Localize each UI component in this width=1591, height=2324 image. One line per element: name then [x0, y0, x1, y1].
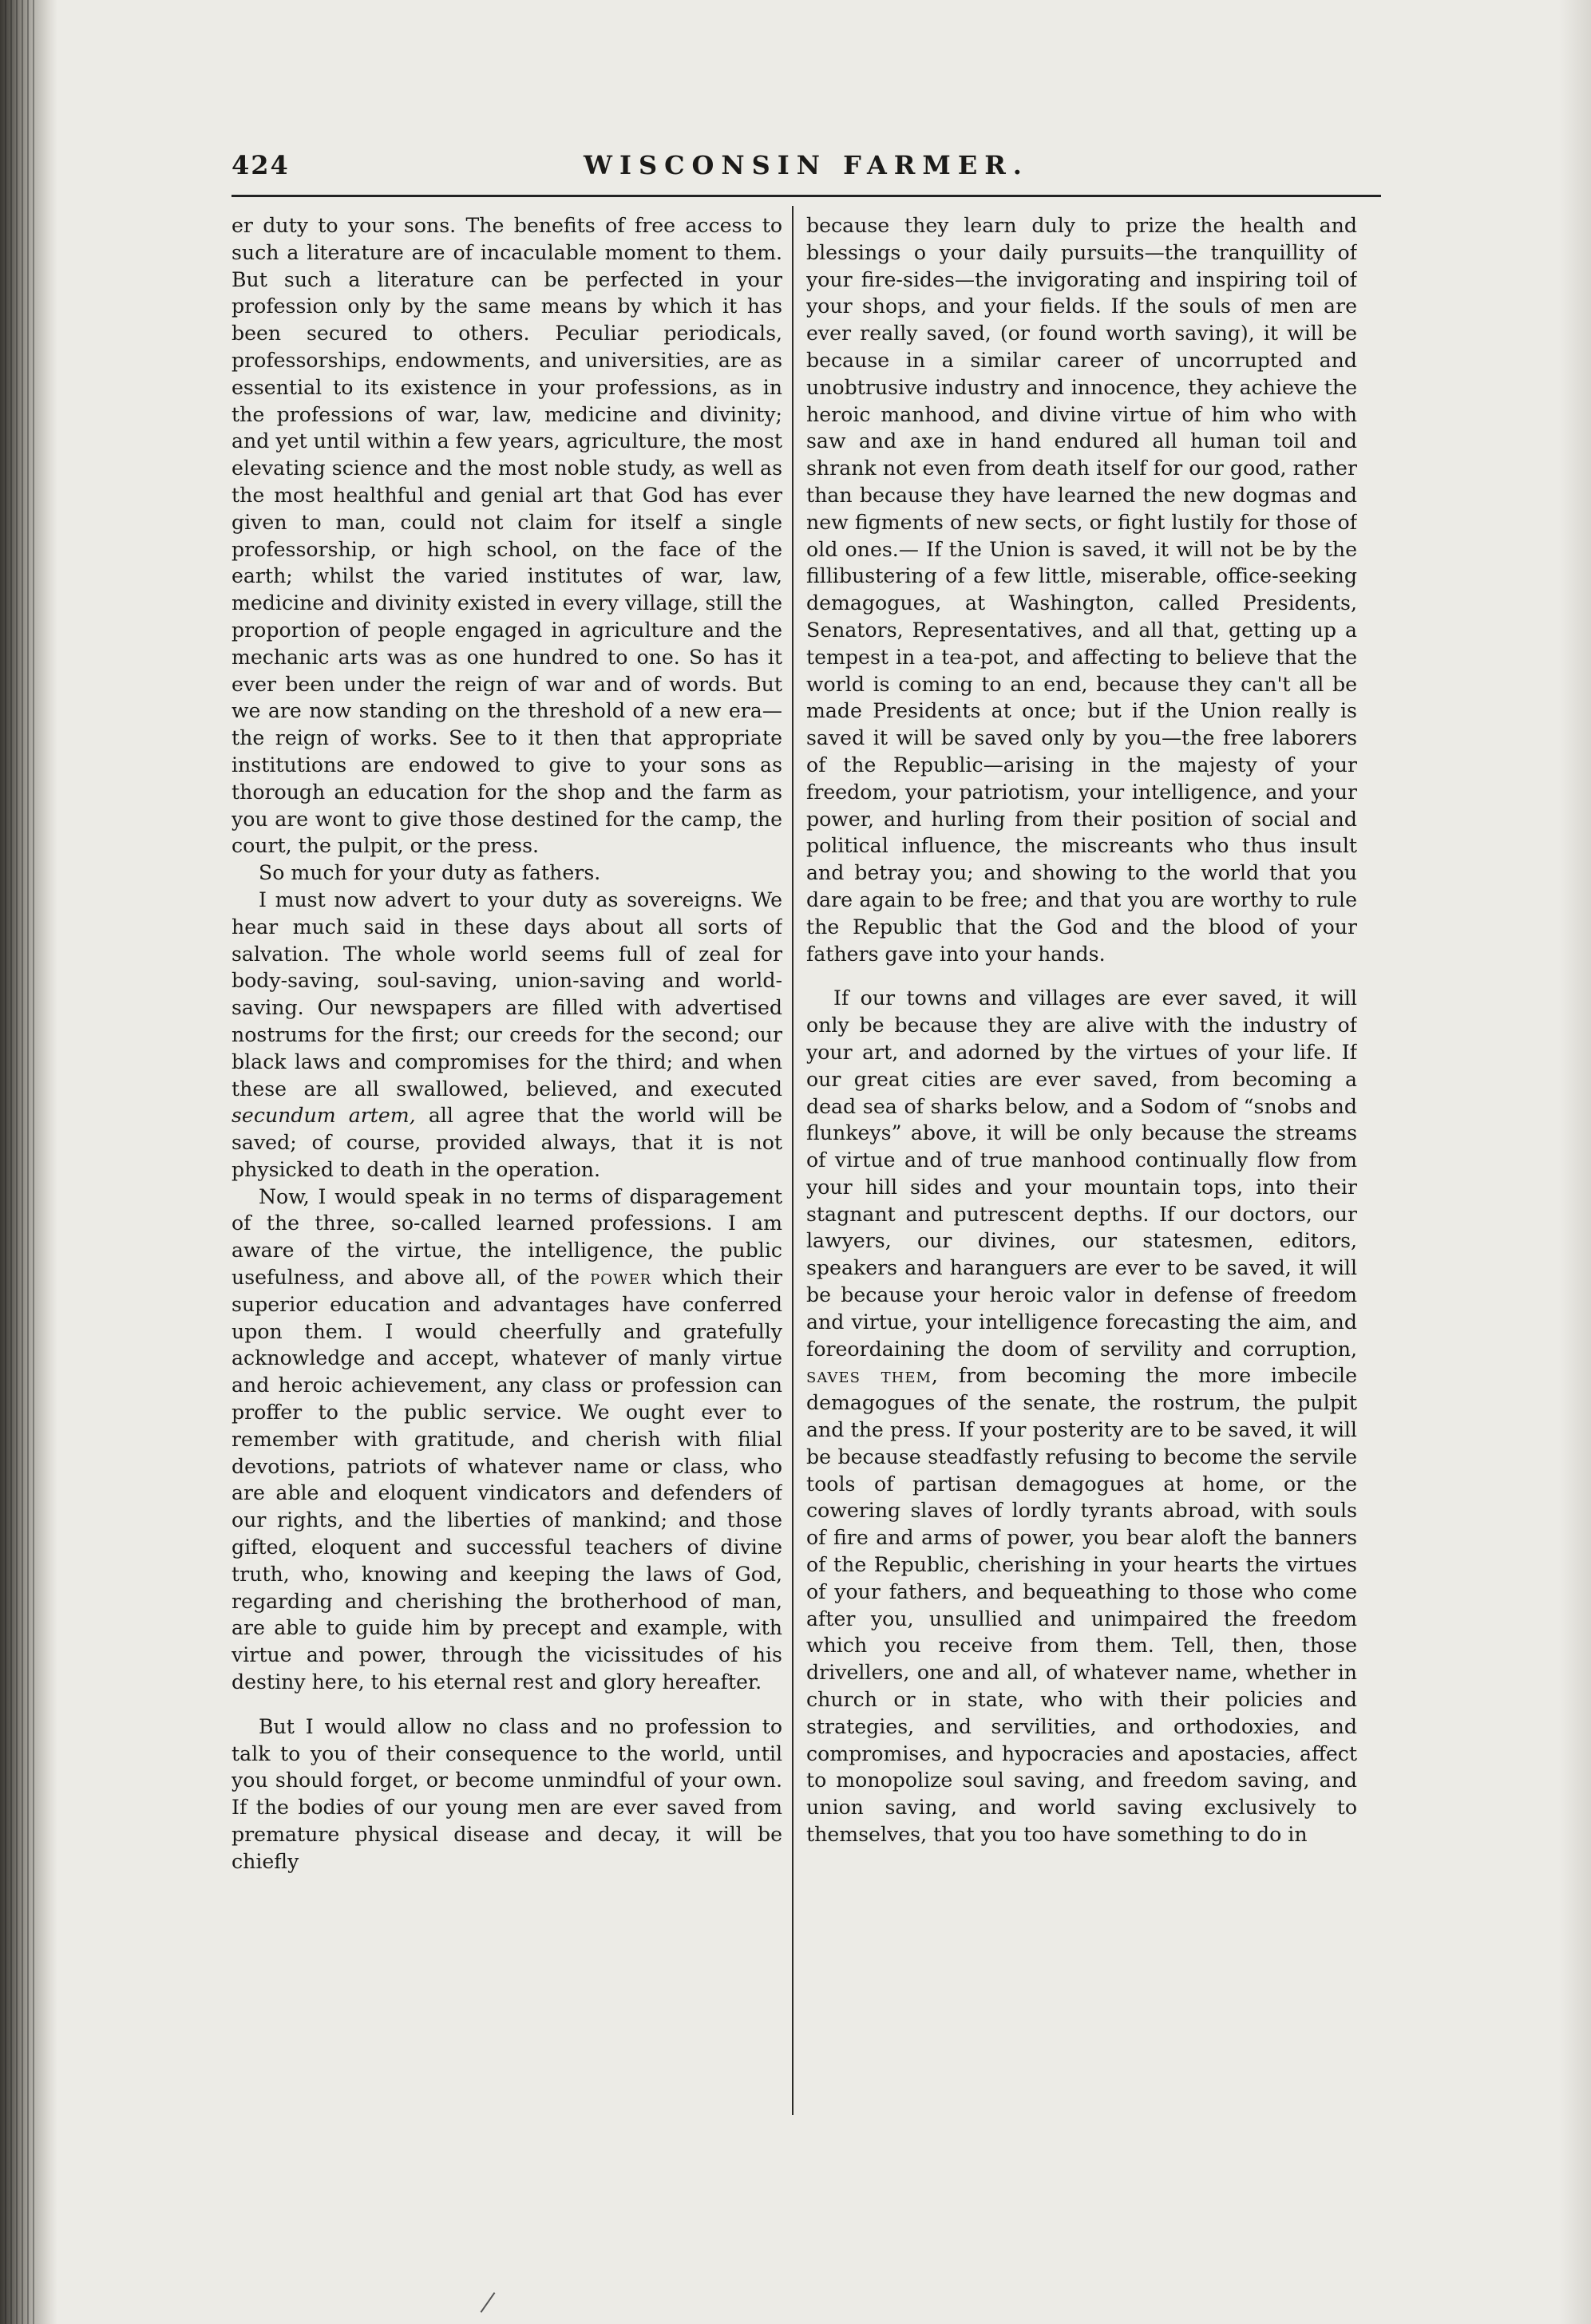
left-paragraph-3: [232, 887, 782, 1184]
left-column: [232, 212, 782, 2128]
left-paragraph-4-text-b: which their superior education and advantages have conferred upon them. I would cheerfully and gratefully acknowledge and accept, whatever of manly virtue and heroic achievement, any class or profession can proffer to the public service. We ought ever to remember with gratitude, and cherish with filial devotions, patriots of whatever name or class, who are able and eloquent vindicators and defenders of our rights, and the liberties of mankind; and those gifted, eloquent and successful teachers of divine truth, who, knowing and keeping the laws of God, regarding and cherishing the brotherhood of man, are able to guide him by precept and example, with virtue and power, through the vicissitudes of his destiny here, to his eternal rest and glory hereafter.: [232, 1266, 782, 1694]
right-paragraph-2: [806, 985, 1357, 1848]
page-right-edge: [1559, 0, 1591, 2324]
right-column: [806, 212, 1357, 2128]
left-paragraph-4-text-a: Now, I would speak in no terms of disparagement of the three, so-called learned professions. I am aware of the virtue, the intelligence, the public usefulness, and above all, of the: [232, 1184, 782, 1290]
small-caps-power: power: [590, 1266, 652, 1290]
header-rule: [232, 195, 1381, 197]
left-paragraph-3-text-a: I must now advert to your duty as sovereigns. We hear much said in these days about all sorts of salvation. The whole world seems full of zeal for body-saving, soul-saving, union-saving and world-saving. Our newspapers are filled with advertised nostrums for the first; our creeds for the second; our black laws and compromises for the third; and when these are all swallowed, believed, and executed: [232, 887, 782, 1101]
left-paragraph-4: [232, 1184, 782, 1696]
left-paragraph-3-text-b: all agree that the world will be saved; of course, provided always, that it is not physicked to death in the operation.: [232, 1104, 782, 1181]
pencil-mark: [481, 2292, 496, 2313]
latin-phrase: secundum artem,: [232, 1104, 416, 1128]
left-paragraph-1: er duty to your sons. The benefits of free access to such a literature are of incaculable moment to them. But such a literature can be perfected in your profession only by the same means by which it has been secured to others. Peculiar periodicals, professorships, endowments, and universities, are as essential to its existence in your professions, as in the professions of war, law, medicine and divinity; and yet until within a few years, agriculture, the most elevating science and the most noble study, as well as the most healthful and genial art that God has ever given to man, could not claim for itself a single professorship, or high school, on the face of the earth; whilst the varied institutes of war, law, medicine and divinity existed in every village, still the proportion of people engaged in agriculture and the mechanic arts was as one hundred to one. So has it ever been under the reign of war and of words. But we are now standing on the threshold of a new era—the reign of works. See to it then that appropriate institutions are endowed to give to your sons as thorough an education for the shop and the farm as you are wont to give those destined for the camp, the court, the pulpit, or the press.: [232, 214, 782, 858]
running-title: WISCONSIN FARMER.: [584, 150, 1029, 180]
small-caps-saves-them: saves them,: [806, 1364, 939, 1388]
left-paragraph-5: But I would allow no class and no profession to talk to you of their consequence to the world, until you should forget, or become unmindful of your own. If the bodies of our young men are ever saved from premature physical disease and decay, it will be chiefly: [232, 1714, 782, 1873]
binding-edge-texture: [5, 0, 37, 2324]
running-header: [232, 150, 1381, 187]
page-number: 424: [232, 150, 290, 180]
page: [136, 0, 1389, 2324]
left-paragraph-2: So much for your duty as fathers.: [259, 861, 601, 885]
right-paragraph-1: because they learn duly to prize the health and blessings o your daily pursuits—the tranquillity of your fire-sides—the invigorating and inspiring toil of your shops, and your fields. If the souls of men are ever really saved, (or found worth saving), it will be because in a similar career of uncorrupted and unobtrusive industry and innocence, they achieve the heroic manhood, and divine virtue of him who with saw and axe in hand endured all human toil and shrank not even from death itself for our good, rather than because they have learned the new dogmas and new figments of new sects, or fight lustily for those of old ones.— If the Union is saved, it will not be by the fillibustering of a few little, miserable, office-seeking demagogues, at Washington, called Presidents, Senators, Representatives, and all that, getting up a tempest in a tea-pot, and affecting to believe that the world is coming to an end, because they can't all be made Presidents at once; but if the Union really is saved it will be saved only by you—the free laborers of the Republic—arising in the majesty of your freedom, your patriotism, your intelligence, and your power, and hurling from their position of social and political influence, the miscreants who thus insult and betray you; and showing to the world that you dare again to be free; and that you are worthy to rule the Republic that the God and the blood of your fathers gave into your hands.: [806, 214, 1357, 966]
right-paragraph-2-text-a: If our towns and villages are ever saved, it will only be because they are alive with the industry of your art, and adorned by the virtues of your life. If our great cities are ever saved, from becoming a dead sea of sharks below, and a Sodom of “snobs and flunkeys” above, it will be only because the streams of virtue and of true manhood continually flow from your hill sides and your mountain tops, into their stagnant and putrescent depths. If our doctors, our lawyers, our divines, our statesmen, editors, speakers and haranguers are ever to be saved, it will be because your heroic valor in defense of freedom and virtue, your intelligence forecasting the aim, and foreordaining the doom of servility and corruption,: [806, 986, 1357, 1361]
right-paragraph-2-text-b: from becoming the more imbecile demagogues of the senate, the rostrum, the pulpit and the press. If your posterity are to be saved, it will be because steadfastly refusing to become the servile tools of partisan demagogues at home, or the cowering slaves of lordly tyrants abroad, with souls of fire and arms of power, you bear aloft the banners of the Republic, cherishing in your hearts the virtues of your fathers, and bequeathing to those who come after you, unsullied and unimpaired the freedom which you receive from them. Tell, then, those drivellers, one and all, of whatever name, whether in church or in state, who with their policies and strategies, and servilities, and orthodoxies, and compromises, and hypocracies and apostacies, affect to monopolize soul saving, and freedom saving, and union saving, and world saving exclusively to themselves, that you too have something to do in: [806, 1364, 1357, 1847]
column-divider: [792, 206, 794, 2115]
